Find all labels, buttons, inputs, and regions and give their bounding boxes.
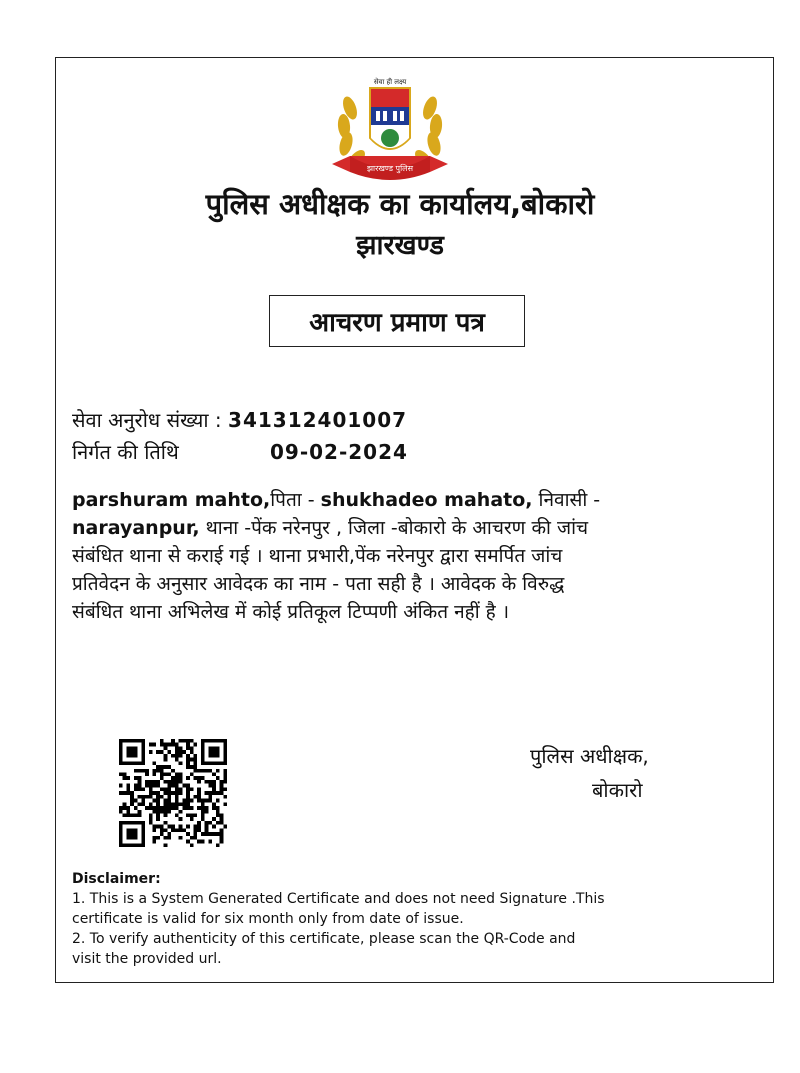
applicant-name: parshuram mahto, — [72, 489, 271, 511]
body-line-5: संबंधित थाना अभिलेख में कोई प्रतिकूल टिप्पणी अंकित नहीं है । — [72, 601, 510, 623]
body-line-3: संबंधित थाना से कराई गई । थाना प्रभारी,पेंक नरेनपुर द्वारा समर्पित जांच — [72, 545, 563, 567]
state-title: झारखण्ड — [356, 230, 444, 261]
issue-date-row — [72, 438, 408, 466]
certificate-title-box — [269, 295, 525, 347]
disclaimer-line-4: visit the provided url. — [72, 951, 222, 967]
signatory-designation: पुलिस अधीक्षक, — [530, 744, 649, 768]
request-label: सेवा अनुरोध संख्या : — [72, 408, 222, 432]
disclaimer-line-1: 1. This is a System Generated Certificate and does not need Signature .This — [72, 891, 605, 907]
body-line-2 — [72, 514, 732, 542]
disclaimer-heading: Disclaimer: — [72, 871, 161, 887]
issue-label: निर्गत की तिथि — [72, 440, 179, 464]
issue-date: 09-02-2024 — [270, 440, 408, 464]
signatory-place: बोकारो — [592, 778, 643, 802]
jharkhand-police-emblem-icon — [320, 68, 460, 190]
father-label: पिता - — [270, 489, 321, 511]
certificate-body — [72, 486, 732, 626]
body-line-1 — [72, 486, 732, 514]
body-line-4: प्रतिवेदन के अनुसार आवेदक का नाम - पता सही है । आवेदक के विरुद्ध — [72, 573, 565, 595]
village-name: narayanpur, — [72, 517, 200, 539]
office-title: पुलिस अधीक्षक का कार्यालय,बोकारो — [205, 187, 595, 221]
request-number: 341312401007 — [228, 408, 408, 432]
resident-label: निवासी - — [532, 489, 601, 511]
emblem-motto: सेवा ही लक्ष्य — [373, 78, 407, 86]
disclaimer-line-3: 2. To verify authenticity of this certificate, please scan the QR-Code and — [72, 931, 576, 947]
request-number-row — [72, 406, 407, 434]
qr-code-icon[interactable] — [119, 739, 227, 847]
disclaimer-line-2: certificate is valid for six month only from date of issue. — [72, 911, 464, 927]
disclaimer — [72, 869, 722, 969]
emblem-ribbon-text: झारखण्ड पुलिस — [366, 164, 414, 173]
father-name: shukhadeo mahato, — [320, 489, 533, 511]
body-line-2-rest: थाना -पेंक नरेनपुर , जिला -बोकारो के आचरण की जांच — [199, 517, 589, 539]
certificate-title: आचरण प्रमाण पत्र — [309, 308, 485, 338]
